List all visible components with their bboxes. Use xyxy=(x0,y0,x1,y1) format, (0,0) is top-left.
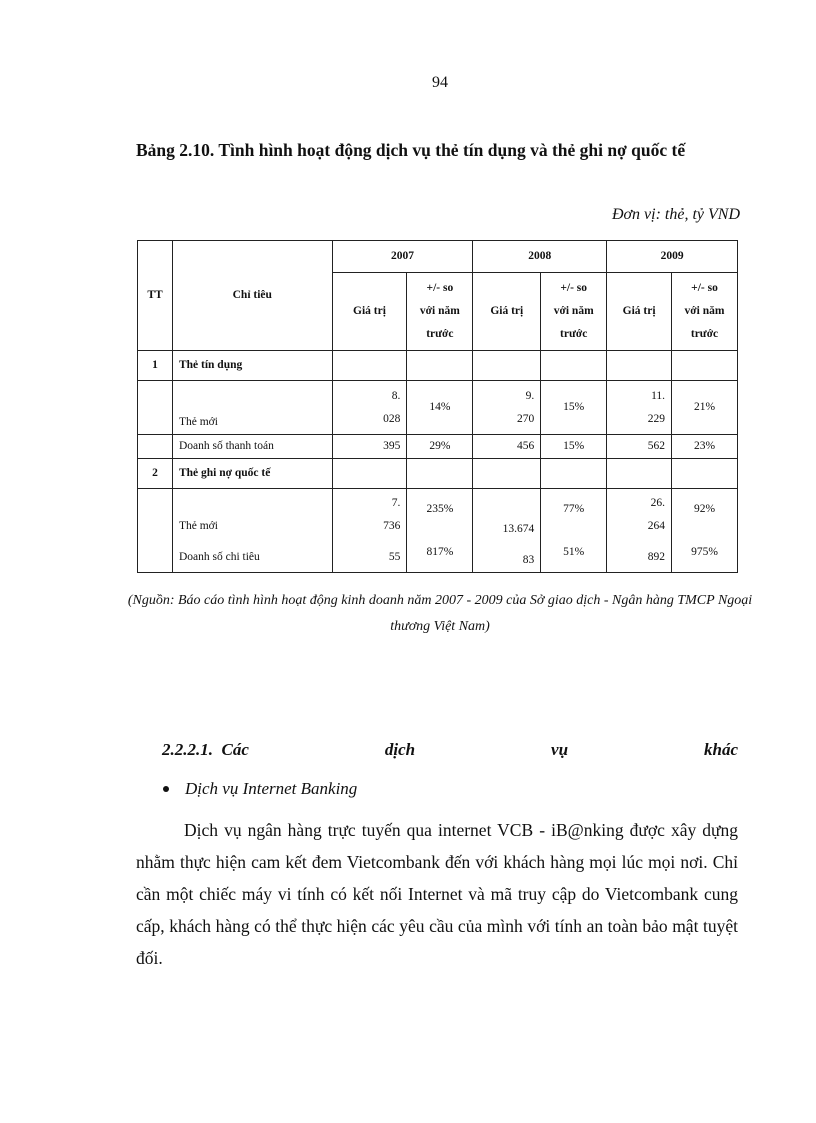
table-row xyxy=(138,351,738,381)
cell-value: 13.674 83 xyxy=(473,489,541,573)
cell-value: 26. 264 892 xyxy=(607,489,672,573)
table-row xyxy=(138,435,738,459)
cell-value: 8. 028 xyxy=(332,381,407,435)
cell-value: 9. 270 xyxy=(473,381,541,435)
row-label: Doanh số chi tiêu xyxy=(178,550,260,563)
cell-change: 235% 817% xyxy=(407,489,473,573)
group-number: 1 xyxy=(138,351,173,381)
table-title: Bảng 2.10. Tình hình hoạt động dịch vụ thẻ tín dụng và thẻ ghi nợ quốc tế xyxy=(136,140,686,160)
body-paragraph: Dịch vụ ngân hàng trực tuyến qua internet VCB - iB@nking được xây dựng nhằm thực hiện cam kết đem Vietcombank đến với khách hàng mọi lúc mọi nơi. Chỉ cần một chiếc máy vi tính có kết nối Internet và mã truy cập do Vietcombank cung cấp, khách hàng có thể thực hiện các yêu cầu của mình với tính an toàn bảo mật tuyệt đối. xyxy=(136,820,738,968)
header-change: +/- so với năm trước xyxy=(407,273,473,351)
table-row xyxy=(138,459,738,489)
cell-value: 395 xyxy=(332,435,407,459)
section-word: khác xyxy=(703,740,738,759)
cell-change: 92% 975% xyxy=(672,489,738,573)
bullet-dot-icon xyxy=(163,786,169,792)
unit-label: Đơn vị: thẻ, tỷ VND xyxy=(611,206,740,223)
cell-value: 7. 736 55 xyxy=(332,489,407,573)
header-year-2008: 2008 xyxy=(473,241,607,273)
header-indicator: Chỉ tiêu xyxy=(172,241,332,351)
section-number: 2.2.2.1. Các xyxy=(162,740,249,759)
header-year-2007: 2007 xyxy=(332,241,473,273)
table-source: (Nguồn: Báo cáo tình hình hoạt động kinh doanh năm 2007 - 2009 của Sở giao dịch - Ngân hàng TMCP Ngoại thương Việt Nam) xyxy=(127,593,753,634)
header-value: Giá trị xyxy=(332,273,407,351)
header-year-2009: 2009 xyxy=(607,241,738,273)
section-word: vụ xyxy=(551,740,569,759)
header-value: Giá trị xyxy=(607,273,672,351)
header-change: +/- so với năm trước xyxy=(672,273,738,351)
cell-change: 23% xyxy=(672,435,738,459)
bullet-item xyxy=(163,779,357,799)
table-row xyxy=(138,381,738,435)
section-heading xyxy=(162,740,738,760)
cell-change: 29% xyxy=(407,435,473,459)
cell-change: 21% xyxy=(672,381,738,435)
cell-value: 11. 229 xyxy=(607,381,672,435)
group-name: Thẻ ghi nợ quốc tế xyxy=(172,459,332,489)
group-number: 2 xyxy=(138,459,173,489)
cell-value: 456 xyxy=(473,435,541,459)
row-label: Doanh số thanh toán xyxy=(172,435,332,459)
cell-change: 14% xyxy=(407,381,473,435)
row-label: Thẻ mới xyxy=(172,381,332,435)
bullet-text: Dịch vụ Internet Banking xyxy=(185,779,358,798)
row-label: Thẻ mới xyxy=(178,519,218,532)
row-labels xyxy=(172,489,332,573)
group-name: Thẻ tín dụng xyxy=(172,351,332,381)
cell-value: 562 xyxy=(607,435,672,459)
page-number: 94 xyxy=(432,74,448,91)
cell-change: 15% xyxy=(541,435,607,459)
section-word: dịch xyxy=(384,740,416,759)
cell-change: 15% xyxy=(541,381,607,435)
table-row-merged xyxy=(138,489,738,573)
cell-change: 77% 51% xyxy=(541,489,607,573)
header-tt: TT xyxy=(138,241,173,351)
header-value: Giá trị xyxy=(473,273,541,351)
header-change: +/- so với năm trước xyxy=(541,273,607,351)
data-table xyxy=(137,240,738,573)
